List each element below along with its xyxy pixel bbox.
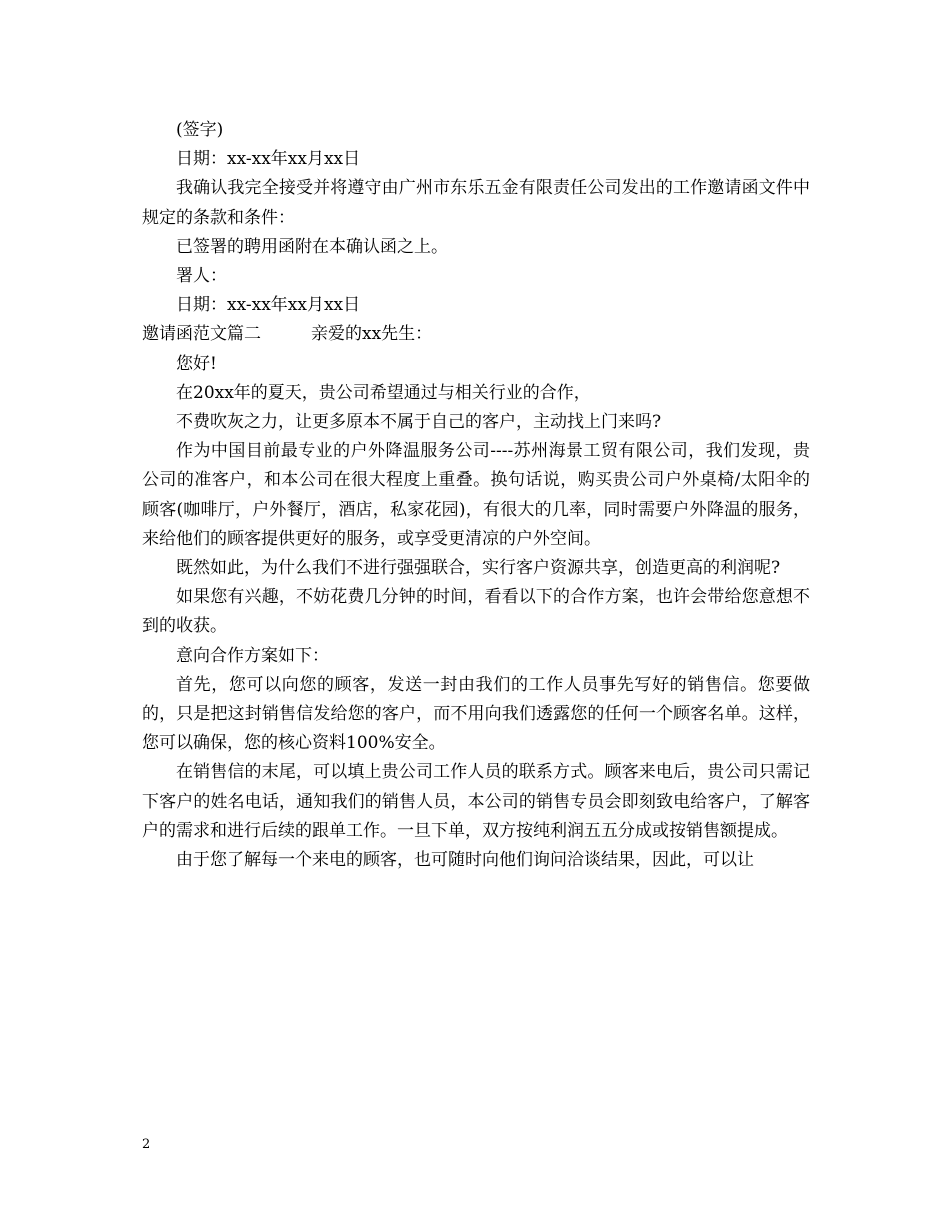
confirmation-paragraph: 我确认我完全接受并将遵守由广州市东乐五金有限责任公司发出的工作邀请函文件中规定的条款和条件： — [142, 178, 810, 228]
greeting: 您好! — [176, 353, 217, 374]
body-paragraph: 首先，您可以向您的顾客，发送一封由我们的工作人员事先写好的销售信。您要做的，只是把这封销售信发给您的客户，而不用向我们透露您的任何一个顾客名单。这样，您可以确保，您的核心资料100%安全。 — [142, 674, 810, 754]
page-number: 2 — [142, 1137, 151, 1152]
body-paragraph: 由于您了解每一个来电的顾客，也可随时向他们询问洽谈结果，因此，可以让 — [176, 850, 754, 871]
attachment-note: 已签署的聘用函附在本确认函之上。 — [176, 236, 448, 257]
date-line: 日期：xx-xx年xx月xx日 — [176, 295, 361, 316]
document-body — [142, 116, 810, 875]
body-paragraph: 作为中国目前最专业的户外降温服务公司----苏州海景工贸有限公司，我们发现，贵公司的准客户，和本公司在很大程度上重叠。换句话说，购买贵公司户外桌椅/太阳伞的顾客(咖啡厅，户外餐厅，酒店，私家花园)，有很大的几率，同时需要户外降温的服务，来给他们的顾客提供更好的服务，或享受更清凉的户外空间。 — [142, 441, 810, 549]
signer-line: 署人： — [176, 266, 227, 287]
signature-line: (签字) — [176, 120, 224, 140]
body-paragraph: 如果您有兴趣，不妨花费几分钟的时间，看看以下的合作方案，也许会带给您意想不到的收获。 — [142, 587, 810, 637]
body-paragraph: 既然如此，为什么我们不进行强强联合，实行客户资源共享，创造更高的利润呢? — [176, 558, 781, 579]
body-paragraph: 在销售信的末尾，可以填上贵公司工作人员的联系方式。顾客来电后，贵公司只需记下客户的姓名电话，通知我们的销售人员，本公司的销售专员会即刻致电给客户，了解客户的需求和进行后续的跟单工作。一旦下单，双方按纯利润五五分成或按销售额提成。 — [142, 762, 810, 841]
section-title: 邀请函范文篇二 — [142, 324, 261, 345]
body-paragraph: 意向合作方案如下： — [176, 645, 329, 666]
body-paragraph: 不费吹灰之力，让更多原本不属于自己的客户，主动找上门来吗? — [176, 412, 662, 433]
body-paragraph: 在20xx年的夏天，贵公司希望通过与相关行业的合作， — [176, 382, 591, 403]
section-heading — [142, 320, 810, 349]
date-line: 日期：xx-xx年xx月xx日 — [176, 149, 361, 170]
letter-salutation: 亲爱的xx先生： — [311, 324, 433, 345]
